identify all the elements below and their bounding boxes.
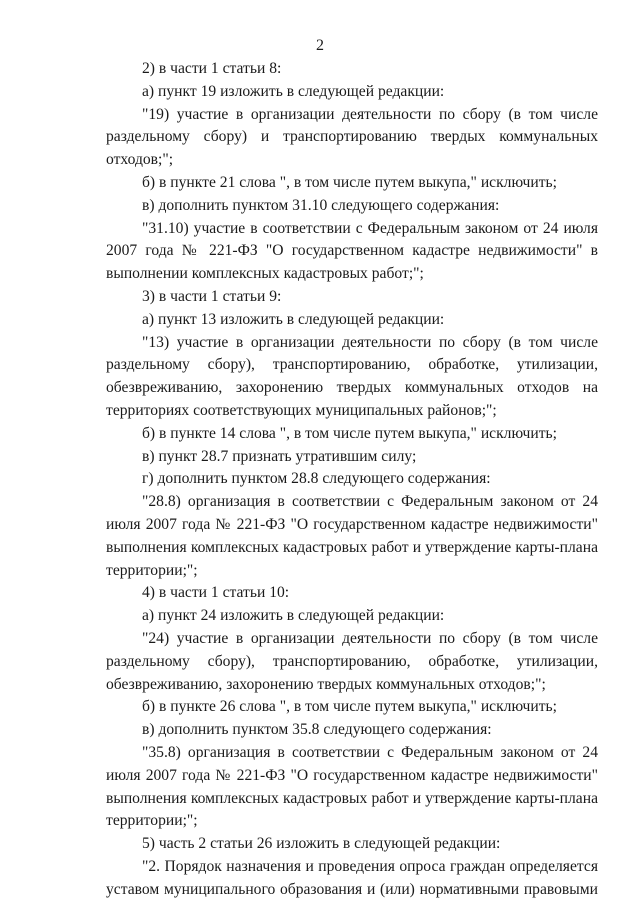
paragraph-item-a-19: а) пункт 19 изложить в следующей редакции: [142,82,445,100]
paragraph-quote-13: "13) участие в организации деятельности по сбору (в том числе раздельному сбору), транспортированию, обработке, утилизации, обезвреживанию, захоронению твердых коммунальных отходов на территориях соответствующих муниципальных районов;"; [106,333,598,419]
page-number: 2 [316,37,324,54]
paragraph-quote-19: "19) участие в организации деятельности по сбору (в том числе раздельному сбору) и транспортированию твердых коммунальных отходов;"; [106,105,598,169]
paragraph-quote-2: "2. Порядок назначения и проведения опроса граждан определяется уставом муниципального образования и (или) нормативными правовыми [106,857,598,898]
paragraph-item-v-35-8: в) дополнить пунктом 35.8 следующего содержания: [142,721,492,739]
paragraph-item-g-28-8: г) дополнить пунктом 28.8 следующего содержания: [142,470,491,488]
paragraph-item-v-31-10: в) дополнить пунктом 31.10 следующего содержания: [142,196,500,214]
paragraph-item-b-14: б) в пункте 14 слова ", в том числе путем выкупа," исключить; [142,424,557,442]
paragraph-item-a-24: а) пункт 24 изложить в следующей редакции: [142,607,445,625]
document-body [106,58,598,901]
paragraph-item-v-28-7: в) пункт 28.7 признать утратившим силу; [142,447,417,465]
paragraph-part-5: 5) часть 2 статьи 26 изложить в следующей редакции: [142,835,501,853]
paragraph-quote-31-10: "31.10) участие в соответствии с Федеральным законом от 24 июля 2007 года № 221-ФЗ "О государственном кадастре недвижимости" в выполнении комплексных кадастровых работ;"; [106,219,598,283]
paragraph-quote-24: "24) участие в организации деятельности по сбору (в том числе раздельному сбору), транспортированию, обработке, утилизации, обезвреживанию, захоронению твердых коммунальных отходов;"; [106,629,598,693]
paragraph-item-a-13: а) пункт 13 изложить в следующей редакции: [142,310,445,328]
paragraph-part-2: 2) в части 1 статьи 8: [142,60,282,77]
paragraph-part-3: 3) в части 1 статьи 9: [142,287,282,305]
paragraph-part-4: 4) в части 1 статьи 10: [142,584,290,602]
paragraph-item-b-21: б) в пункте 21 слова ", в том числе путем выкупа," исключить; [142,173,557,191]
paragraph-quote-28-8: "28.8) организация в соответствии с Федеральным законом от 24 июля 2007 года № 221-ФЗ "О государственном кадастре недвижимости" выполнения комплексных кадастровых работ и утверждение карты-плана территории;"; [106,493,598,579]
paragraph-quote-35-8: "35.8) организация в соответствии с Федеральным законом от 24 июля 2007 года № 221-ФЗ "О государственном кадастре недвижимости" выполнения комплексных кадастровых работ и утверждение карты-плана территории;"; [106,743,598,830]
paragraph-item-b-26: б) в пункте 26 слова ", в том числе путем выкупа," исключить; [142,698,557,716]
